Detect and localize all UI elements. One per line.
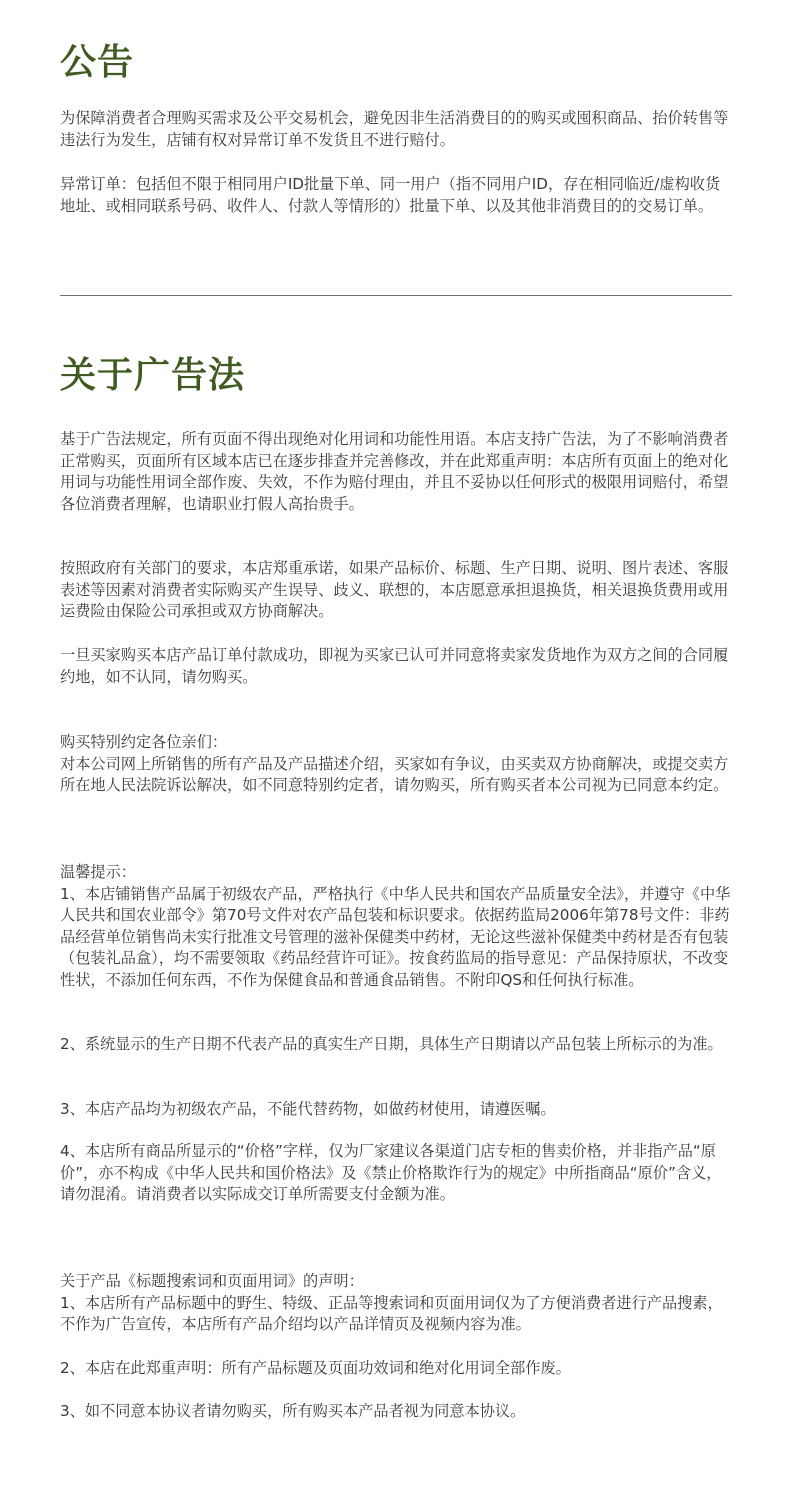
warm-tips-4: 4、本店所有商品所显示的“价格”字样，仅为厂家建议各渠道门店专柜的售卖价格，并非指产品“原价”，亦不构成《中华人民共和国价格法》及《禁止价格欺诈行为的规定》中所指商品“原价”含义，请勿混淆。请消费者以实际成交订单所需要支付金额为准。 xyxy=(60,1142,722,1203)
warm-tips-1: 温馨提示： 1、本店铺销售产品属于初级农产品，严格执行《中华人民共和国农产品质量安全法》，并遵守《中华人民共和国农业部令》第70号文件对农产品包装和标识要求。依据药监局2006年第78号文件：非药品经营单位销售尚未实行批准文号管理的滋补保健类中药材，无论这些滋补保健类中药材是否有包装（包装礼品盒），均不需要领取《药品经营许可证》。按食药监局的指导意见：产品保持原状，不改变性状，不添加任何东西，不作为保健食品和普通食品销售。不附印QS和任何执行标准。 xyxy=(60,863,731,989)
advertising-law-paragraph-1: 基于广告法规定，所有页面不得出现绝对化用词和功能性用语。本店支持广告法，为了不影响消费者正常购买，页面所有区域本店已在逐步排查并完善修改，并在此郑重声明：本店所有页面上的绝对化用词与功能性用词全部作废、失效，不作为赔付理由，并且不妥协以任何形式的极限用词赔付，希望各位消费者理解，也请职业打假人高抬贵手。 xyxy=(60,430,729,513)
section-divider xyxy=(60,295,732,296)
warm-tips-2: 2、系统显示的生产日期不代表产品的真实生产日期，具体生产日期请以产品包装上所标示的为准。 xyxy=(60,1035,723,1053)
special-agreement: 购买特别约定各位亲们： 对本公司网上所销售的所有产品及产品描述介绍，买家如有争议，由买卖双方协商解决，或提交卖方所在地人民法院诉讼解决，如不同意特别约定者，请勿购买，所有购买者本公司视为已同意本约定。 xyxy=(60,733,729,794)
announcement-title: 公告 xyxy=(60,42,135,83)
advertising-law-paragraph-2: 按照政府有关部门的要求，本店郑重承诺，如果产品标价、标题、生产日期、说明、图片表述、客服表述等因素对消费者实际购买产生误导、歧义、联想的，本店愿意承担退换货，相关退换货费用或用运费险由保险公司承担或双方协商解决。 xyxy=(60,559,729,620)
warm-tips-3: 3、本店产品均为初级农产品，不能代替药物，如做药材使用，请遵医嘱。 xyxy=(60,1100,556,1118)
title-terms-statement-3: 3、如不同意本协议者请勿购买，所有购买本产品者视为同意本协议。 xyxy=(60,1402,526,1420)
announcement-paragraph-2: 异常订单：包括但不限于相同用户ID批量下单、同一用户（指不同用户ID，存在相同临近/虚构收货地址、或相同联系号码、收件人、付款人等情形的）批量下单、以及其他非消费目的的交易订单。 xyxy=(60,175,721,215)
title-terms-statement-2: 2、本店在此郑重声明：所有产品标题及页面功效词和绝对化用词全部作废。 xyxy=(60,1359,571,1377)
announcement-paragraph-1: 为保障消费者合理购买需求及公平交易机会，避免因非生活消费目的的购买或囤积商品、抬价转售等违法行为发生，店铺有权对异常订单不发货且不进行赔付。 xyxy=(60,109,729,149)
advertising-law-title: 关于广告法 xyxy=(60,355,246,396)
advertising-law-paragraph-3: 一旦买家购买本店产品订单付款成功，即视为买家已认可并同意将卖家发货地作为双方之间的合同履约地，如不认同，请勿购买。 xyxy=(60,646,729,686)
title-terms-statement-1: 关于产品《标题搜索词和页面用词》的声明： 1、本店所有产品标题中的野生、特级、正品等搜索词和页面用词仅为了方便消费者进行产品搜素，不作为广告宣传，本店所有产品介绍均以产品详情页及视频内容为准。 xyxy=(60,1272,723,1333)
